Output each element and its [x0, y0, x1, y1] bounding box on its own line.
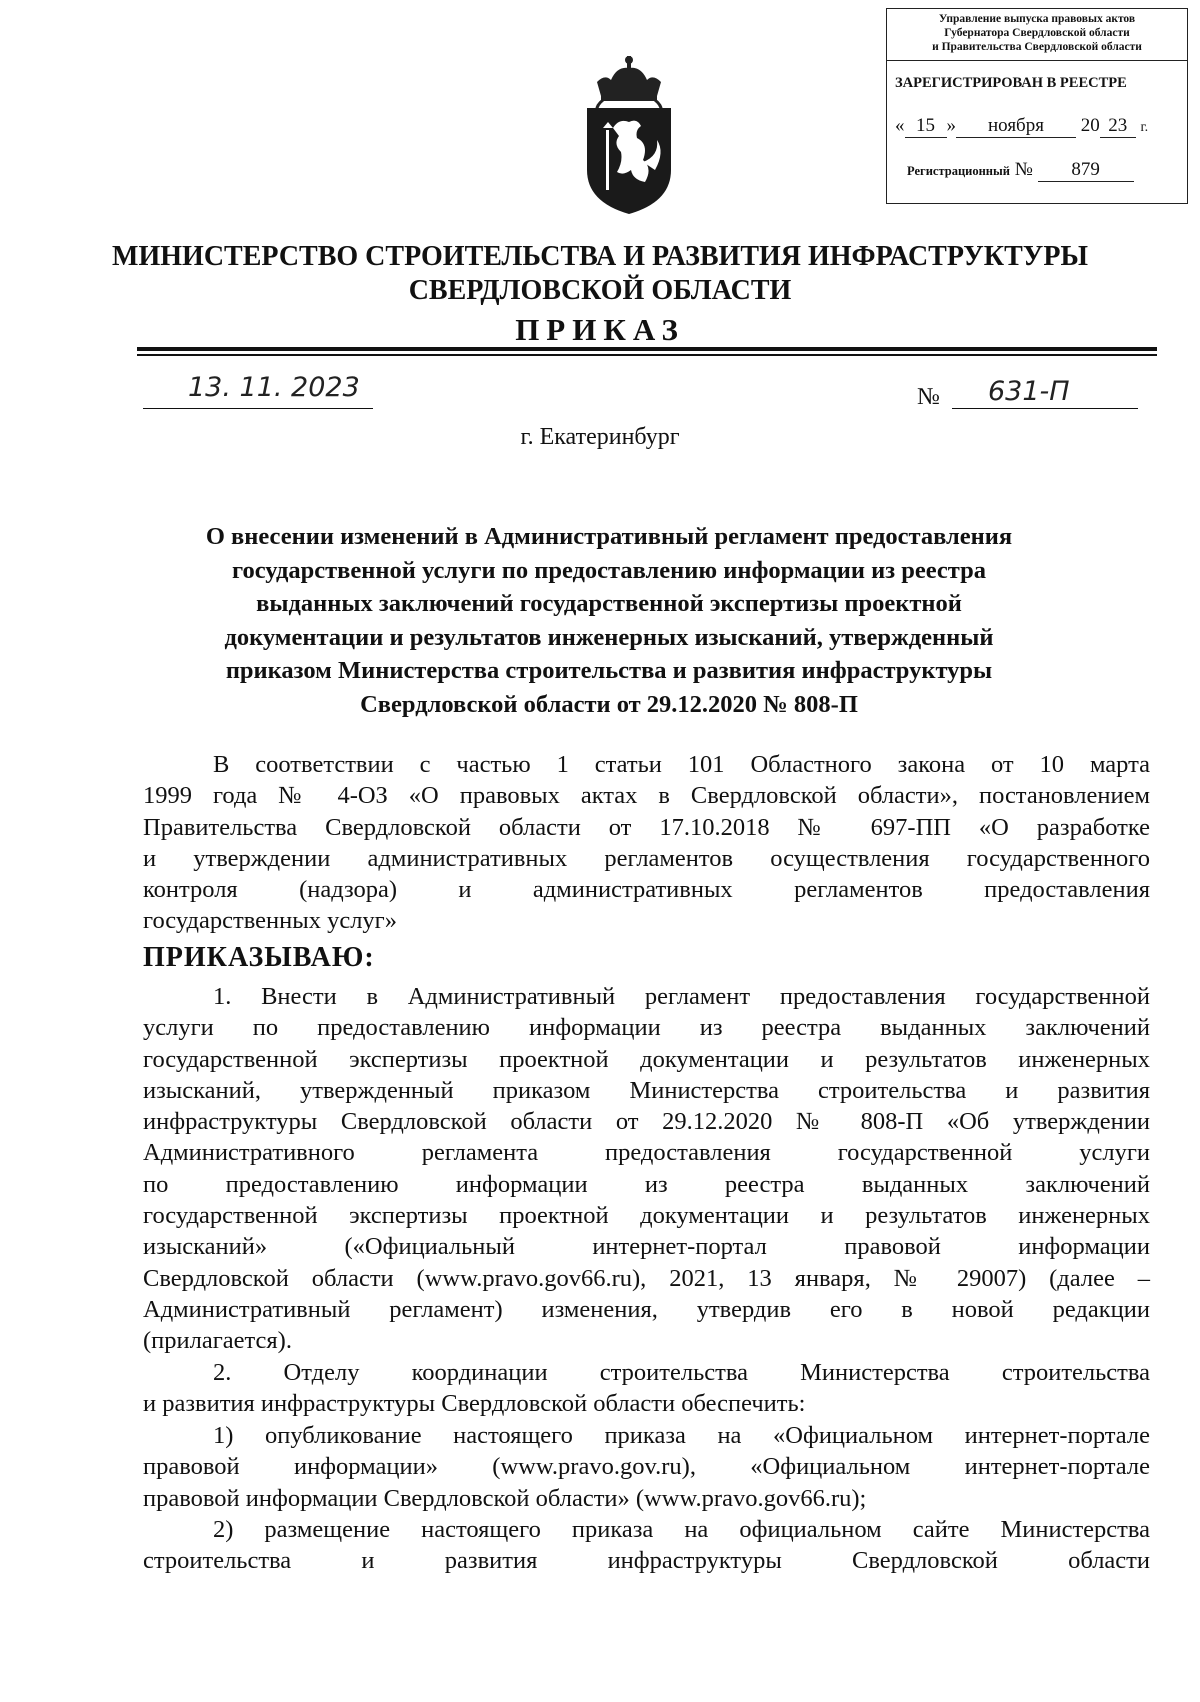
item-2-2 — [143, 1514, 1150, 1577]
subject-line: Свердловской области от 29.12.2020 № 808-П — [360, 690, 858, 718]
item-line: Свердловской области (www.pravo.gov66.ru), 2021, 13 января, № 29007) (далее – — [143, 1264, 1150, 1292]
number-sign: № — [917, 384, 940, 410]
header-rule-thin — [137, 354, 1157, 356]
preamble-line: и утверждении административных регламентов осуществления государственного — [143, 844, 1150, 872]
item-line: строительства и развития инфраструктуры Свердловской области — [143, 1547, 1150, 1575]
stamp-registered-label: ЗАРЕГИСТРИРОВАН В РЕЕСТРЕ — [895, 75, 1127, 91]
city: г. Екатеринбург — [520, 424, 680, 450]
item-line: по предоставлению информации из реестра выданных заключений — [143, 1170, 1150, 1198]
preamble-line: контроля (надзора) и административных регламентов предоставления — [143, 876, 1150, 904]
item-line: Административного регламента предоставления государственной услуги — [143, 1139, 1150, 1167]
stamp-reg-number: 879 — [1038, 159, 1134, 182]
ministry-name — [0, 240, 1200, 308]
item-line: услуги по предоставлению информации из реестра выданных заключений — [143, 1014, 1150, 1042]
item-line: правовой информации Свердловской области» (www.pravo.gov66.ru); — [143, 1484, 867, 1512]
preamble-line: Правительства Свердловской области от 17.10.2018 № 697-ПП «О разработке — [143, 813, 1150, 841]
stamp-org-line: Губернатора Свердловской области — [944, 27, 1130, 39]
item-line: (прилагается). — [143, 1327, 292, 1355]
item-2-1 — [143, 1420, 1150, 1514]
item-line: государственной экспертизы проектной документации и результатов инженерных — [143, 1045, 1150, 1073]
item-1 — [143, 981, 1150, 1357]
stamp-organization — [887, 9, 1187, 61]
ministry-line: МИНИСТЕРСТВО СТРОИТЕЛЬСТВА И РАЗВИТИЯ ИНФРАСТРУКТУРЫ — [112, 241, 1088, 272]
stamp-day: 15 — [905, 115, 947, 138]
stamp-reg-label: Регистрационный — [907, 164, 1010, 178]
item-line: 2) размещение настоящего приказа на официальном сайте Министерства — [213, 1516, 1150, 1543]
document-subject — [150, 520, 1068, 721]
item-line: государственной экспертизы проектной документации и результатов инженерных — [143, 1202, 1150, 1230]
document-type: ПРИКАЗ — [515, 312, 685, 347]
subject-line: приказом Министерства строительства и развития инфраструктуры — [225, 657, 993, 684]
handwritten-date: 13. 11. 2023 — [188, 372, 360, 403]
preamble — [143, 749, 1150, 937]
preamble-line: В соответствии с частью 1 статьи 101 Областного закона от 10 марта — [213, 751, 1150, 778]
subject-line: документации и результатов инженерных изысканий, утвержденный — [224, 623, 994, 651]
subject-line: государственной услуги по предоставлению информации из реестра — [231, 556, 987, 584]
order-word: ПРИКАЗЫВАЮ: — [143, 942, 375, 973]
stamp-year-prefix: 20 — [1080, 115, 1100, 136]
ministry-line: СВЕРДЛОВСКОЙ ОБЛАСТИ — [408, 275, 792, 306]
item-line: 2. Отделу координации строительства Министерства строительства — [213, 1359, 1150, 1386]
item-line: и развития инфраструктуры Свердловской области обеспечить: — [143, 1390, 806, 1418]
item-line: Административный регламент) изменения, утвердив его в новой редакции — [143, 1295, 1150, 1323]
coat-of-arms-icon — [573, 52, 685, 216]
item-2 — [143, 1357, 1150, 1420]
item-line: правовой информации» (www.pravo.gov.ru), «Официальном интернет-портале — [143, 1453, 1150, 1481]
handwritten-number: 631-П — [988, 376, 1070, 407]
stamp-year-suffix: 23 — [1100, 115, 1136, 138]
preamble-line: государственных услуг» — [143, 907, 397, 935]
stamp-month: ноября — [956, 115, 1076, 138]
stamp-num-sign: № — [1014, 159, 1033, 180]
subject-line: выданных заключений государственной экспертизы проектной — [256, 590, 962, 617]
item-line: инфраструктуры Свердловской области от 29.12.2020 № 808-П «Об утверждении — [143, 1108, 1150, 1136]
registration-stamp — [886, 8, 1188, 204]
stamp-number-row — [907, 159, 1134, 182]
preamble-line: 1999 года № 4-ОЗ «О правовых актах в Свердловской области», постановлением — [143, 782, 1150, 810]
header-rule-thick — [137, 347, 1157, 351]
stamp-date: « 15 » ноября 20 23 г. — [895, 115, 1149, 136]
item-line: изысканий» («Официальный интернет-портал правовой информации — [143, 1233, 1150, 1261]
number-underline — [952, 408, 1138, 409]
stamp-org-line: и Правительства Свердловской области — [932, 41, 1142, 53]
date-underline — [143, 408, 373, 409]
item-line: 1) опубликование настоящего приказа на «Официальном интернет-портале — [213, 1422, 1150, 1449]
subject-line: О внесении изменений в Административный регламент предоставления — [205, 523, 1013, 550]
stamp-year-unit: г. — [1140, 120, 1149, 135]
item-line: 1. Внести в Административный регламент предоставления государственной — [213, 983, 1150, 1010]
stamp-org-line: Управление выпуска правовых актов — [938, 13, 1136, 25]
item-line: изысканий, утвержденный приказом Министерства строительства и развития — [143, 1076, 1150, 1104]
